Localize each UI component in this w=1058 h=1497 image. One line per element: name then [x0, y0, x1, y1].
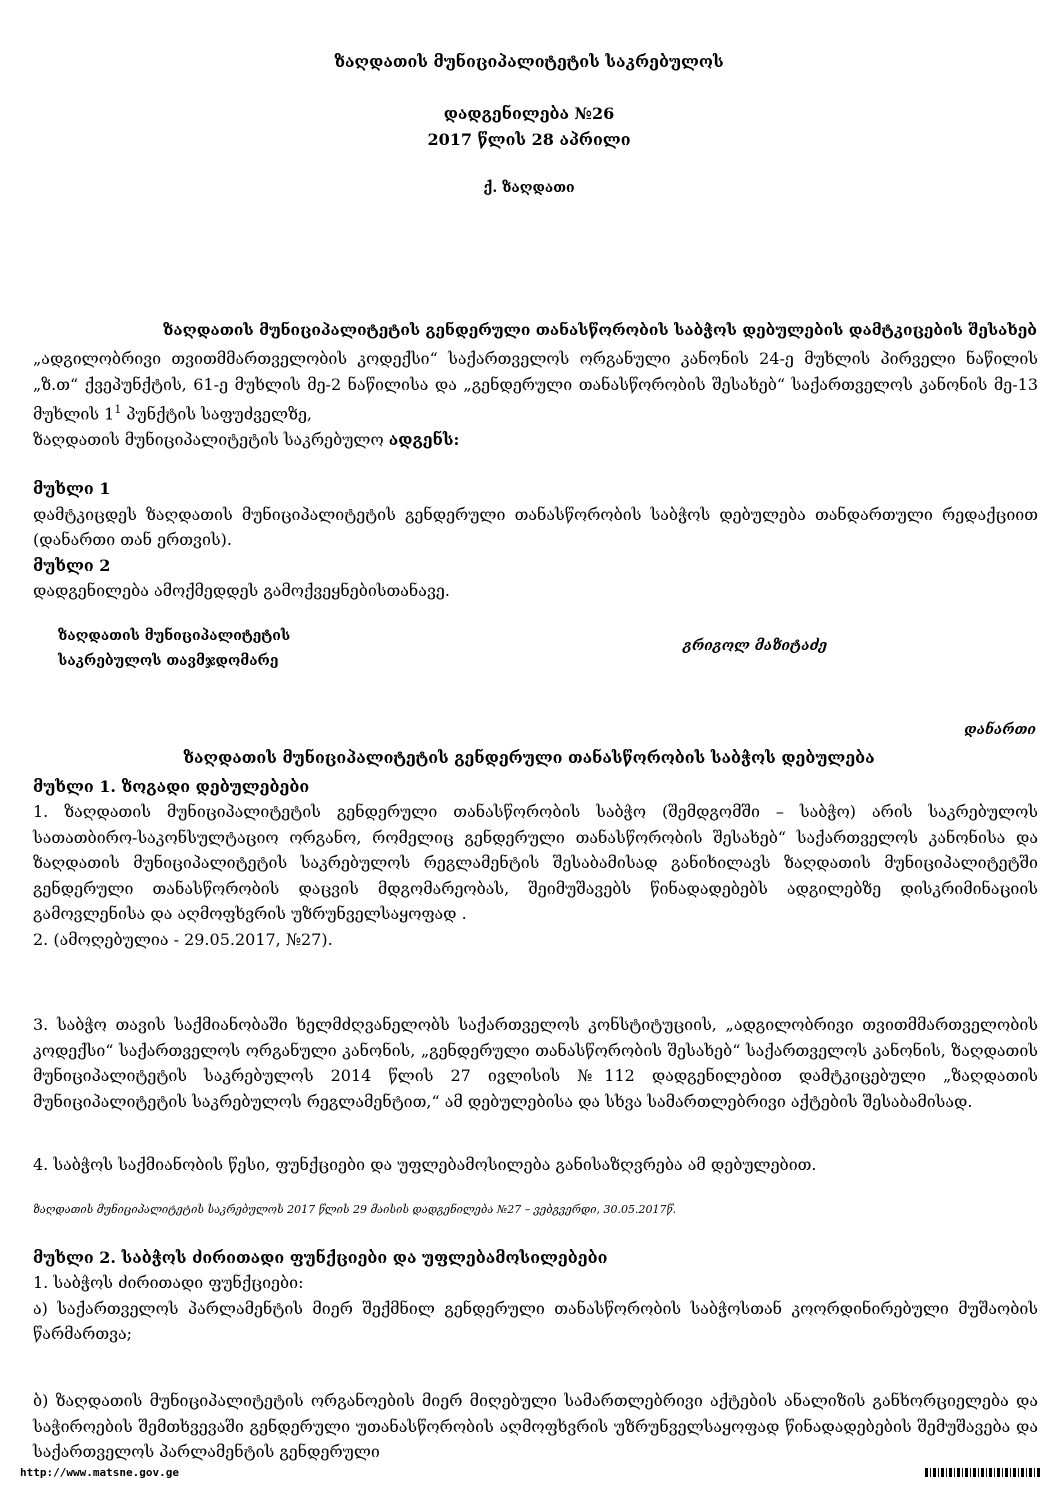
annex-article-2-paragraph-1: 1. საბჭოს ძირითადი ფუნქციები:	[33, 1273, 304, 1292]
annex-article-2-heading: მუხლი 2. საბჭოს ძირითადი ფუნქციები და უფლებამოსილებები	[33, 1248, 608, 1267]
annex-article-1-paragraph-2: 2. (ამოღებულია - 29.05.2017, №27).	[33, 929, 333, 949]
preamble-paragraph: „ადგილობრივი თვითმმართველობის კოდექსი“ საქართველოს ორგანული კანონის 24-ე მუხლის პირველი ნაწილის „ზ.თ“ ქვეპუნქტის, 61-ე მუხლის მე-2 ნაწილისა და „გენდერული თანასწორობის შესახებ“ საქართველოს კანონის მე-13 მუხლის $1^1$ პუნქტის საფუძველზე,	[33, 349, 1038, 424]
article-2-text: დადგენილება ამოქმედდეს გამოქვეყნებისთანავე.	[33, 581, 450, 600]
annex-article-1-part-3	[33, 1012, 1038, 1114]
article-1-heading: მუხლი 1	[33, 479, 111, 498]
issuer-title: ზაღდათის მუნიციპალიტეტის საკრებულოს	[334, 52, 724, 71]
annex-article-1-part-4	[33, 1152, 1038, 1178]
barcode-graphic	[925, 1468, 1042, 1477]
article-2-heading: მუხლი 2	[33, 555, 111, 575]
annex-article-2-item-b: ბ) ზაღდათის მუნიციპალიტეტის ორგანოების მიერ მიღებული სამართლებრივი აქტების ანალიზის განხორციელება და საჭიროების შემთხვევაში გენდერული უთანასწორობის აღმოფხვრის უზრუნველსაყოფად წინადადებების შემუშავება და საქართველოს პარლამენტის გენდერული	[33, 1391, 1038, 1461]
annex-article-2-item-a: ა) საქართველოს პარლამენტის მიერ შექმნილ გენდერული თანასწორობის საბჭოსთან კოორდინირებული მუშაობის წარმართვა;	[33, 1298, 1038, 1343]
annex-title: ზაღდათის მუნიციპალიტეტის გენდერული თანასწორობის საბჭოს დებულება	[183, 748, 875, 767]
decree-articles	[33, 476, 1038, 604]
annex-article-1-paragraph-1: 1. ზაღდათის მუნიციპალიტეტის გენდერული თანასწორობის საბჭო (შემდგომში – საბჭო) არის საკრებულოს სათათბირო-საკონსულტაციო ორგანო, რომელიც გენდერული თანასწორობის შესახებ“ საქართველოს კანონისა და ზაღდათის მუნიციპალიტეტის საკრებულოს რეგლამენტის შესაბამისად განიხილავს ზაღდათის მუნიციპალიტეტში გენდერული თანასწორობის დაცვის მდგომარეობას, შეიმუშავებს წინადადებებს ადგილებზე დისკრიმინაციის გამოვლენისა და აღმოფხვრის უზრუნველსაყოფად .	[33, 802, 1038, 923]
decree-title: ზაღდათის მუნიციპალიტეტის გენდერული თანასწორობის საბჭოს დებულების დამტკიცების შესახებ	[163, 320, 1037, 339]
decree-preamble	[33, 346, 1038, 452]
annex-article-1-heading: მუხლი 1. ზოგადი დებულებები	[33, 777, 310, 796]
annex-label: დანართი	[964, 722, 1036, 738]
annex-article-2-part-b	[33, 1388, 1038, 1465]
signatory-position: ზაღდათის მუნიციპალიტეტის საკრებულოს თავმჯდომარე	[58, 628, 291, 669]
footer-url-link[interactable]: http://www.matsne.gov.ge	[20, 1466, 179, 1479]
article-1-text: დამტკიცდეს ზაღდათის მუნიციპალიტეტის გენდერული თანასწორობის საბჭოს დებულება თანდართული რედაქციით (დანართი თან ერთვის).	[33, 504, 1038, 549]
annex-article-1-paragraph-4: 4. საბჭოს საქმიანობის წესი, ფუნქციები და უფლებამოსილება განისაზღვრება ამ დებულებით.	[33, 1155, 817, 1174]
annex-article-1-paragraph-3: 3. საბჭო თავის საქმიანობაში ხელმძღვანელობს საქართველოს კონსტიტუციის, „ადგილობრივი თვითმმართველობის კოდექსი“ საქართველოს ორგანული კანონის, „გენდერული თანასწორობის შესახებ“ საქართველოს კანონის, ზაღდათის მუნიციპალიტეტის საკრებულოს 2014 წლის 27 ივლისის №112 დადგენილებით დამტკიცებული „ზაღდათის მუნიციპალიტეტის საკრებულოს რეგლამენტით,“ ამ დებულებისა და სხვა სამართლებრივი აქტების შესაბამისად.	[33, 1015, 1038, 1111]
document-type-number: დადგენილება №26	[443, 104, 615, 123]
document-date: 2017 წლის 28 აპრილი	[427, 130, 631, 149]
document-city: ქ. ზაღდათი	[483, 180, 575, 196]
annex-article-1	[33, 774, 1038, 952]
signatory-name: გრიგოლ მაზიტაძე	[683, 638, 828, 654]
decides-line: ზაღდათის მუნიციპალიტეტის საკრებულო ადგენს:	[33, 429, 460, 449]
amendment-note: ზაღდათის მუნიციპალიტეტის საკრებულოს 2017 წლის 29 მაისის დადგენილება №27 – ვებგვერდი, 30.05.2017წ.	[33, 1203, 677, 1216]
annex-article-2	[33, 1245, 1038, 1347]
